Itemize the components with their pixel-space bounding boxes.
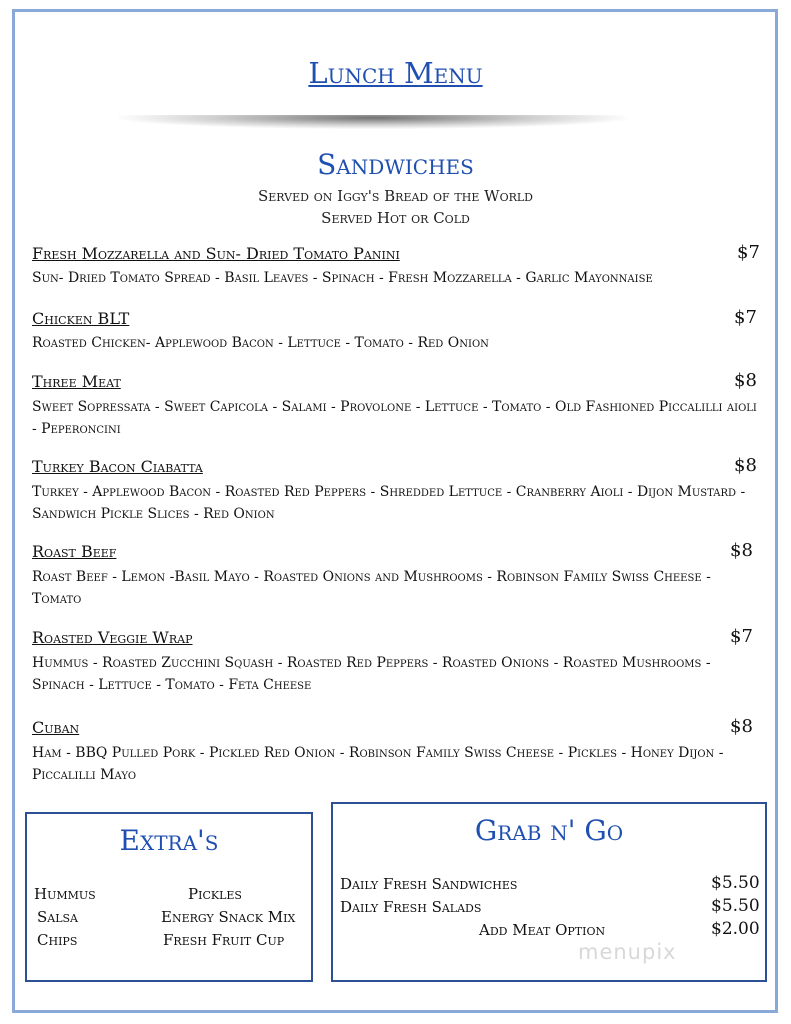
menu-item-name: Fresh Mozzarella and Sun- Dried Tomato Panini xyxy=(32,244,400,263)
menu-item-price: $8 xyxy=(734,370,757,391)
menu-item-price: $7 xyxy=(737,242,760,263)
sandwiches-subtitle-bread: Served on Iggy's Bread of the World xyxy=(257,187,534,205)
menu-item-description: Ham - BBQ Pulled Pork - Pickled Red Onion - Robinson Family Swiss Cheese - Pickles - Honey Dijon - Piccalilli Mayo xyxy=(32,745,724,783)
extras-item: Energy Snack Mix xyxy=(161,908,296,926)
menu-item-description: Hummus - Roasted Zucchini Squash - Roasted Red Peppers - Roasted Onions - Roasted Mushrooms - Spinach - Lettuce - Tomato - Feta Cheese xyxy=(32,655,711,693)
menu-item-name: Turkey Bacon Ciabatta xyxy=(32,457,203,476)
extras-item: Pickles xyxy=(188,885,242,903)
menu-item-price: $8 xyxy=(730,540,753,561)
grab-n-go-price: $5.50 xyxy=(711,873,760,893)
menu-item-description: Turkey - Applewood Bacon - Roasted Red Peppers - Shredded Lettuce - Cranberry Aioli - Dijon Mustard - Sandwich Pickle Slices - Red Onion xyxy=(32,484,746,522)
menu-item-price: $8 xyxy=(730,716,753,737)
sandwiches-heading: Sandwiches xyxy=(317,148,474,181)
title-divider-shadow xyxy=(118,115,628,129)
menu-item-description: Roast Beef - Lemon -Basil Mayo - Roasted Onions and Mushrooms - Robinson Family Swiss Cheese - Tomato xyxy=(32,569,711,607)
grab-n-go-heading: Grab n' Go xyxy=(474,814,624,847)
menu-item-description: Roasted Chicken- Applewood Bacon - Lettuce - Tomato - Red Onion xyxy=(32,335,489,351)
menu-item-description: Sun- Dried Tomato Spread - Basil Leaves - Spinach - Fresh Mozzarella - Garlic Mayonnaise xyxy=(32,270,653,286)
menu-item-name: Chicken BLT xyxy=(32,309,130,328)
extras-box xyxy=(25,812,313,982)
extras-item: Fresh Fruit Cup xyxy=(163,931,285,949)
grab-n-go-box xyxy=(331,802,767,982)
grab-n-go-item: Daily Fresh Sandwiches xyxy=(340,875,518,893)
menu-item-name: Cuban xyxy=(32,718,80,737)
grab-n-go-price: $2.00 xyxy=(711,919,760,939)
extras-item: Chips xyxy=(37,931,78,949)
menu-item-price: $7 xyxy=(734,307,757,328)
menu-item-price: $8 xyxy=(734,455,757,476)
menu-item-price: $7 xyxy=(730,626,753,647)
sandwiches-subtitle-temp: Served Hot or Cold xyxy=(321,209,470,227)
menu-title: Lunch Menu xyxy=(308,56,483,90)
grab-n-go-item: Add Meat Option xyxy=(479,921,606,939)
extras-item: Hummus xyxy=(34,885,96,903)
menu-item-name: Roast Beef xyxy=(32,542,117,561)
grab-n-go-price: $5.50 xyxy=(711,896,760,916)
menu-item-name: Roasted Veggie Wrap xyxy=(32,628,193,647)
watermark-logo: menupix xyxy=(578,940,677,964)
extras-item: Salsa xyxy=(37,908,79,926)
extras-heading: Extra's xyxy=(119,824,219,857)
grab-n-go-item: Daily Fresh Salads xyxy=(340,898,482,916)
menu-item-description: Sweet Sopressata - Sweet Capicola - Salami - Provolone - Lettuce - Tomato - Old Fashioned Piccalilli aioli - Peperoncini xyxy=(32,399,757,437)
menu-item-name: Three Meat xyxy=(32,372,121,391)
